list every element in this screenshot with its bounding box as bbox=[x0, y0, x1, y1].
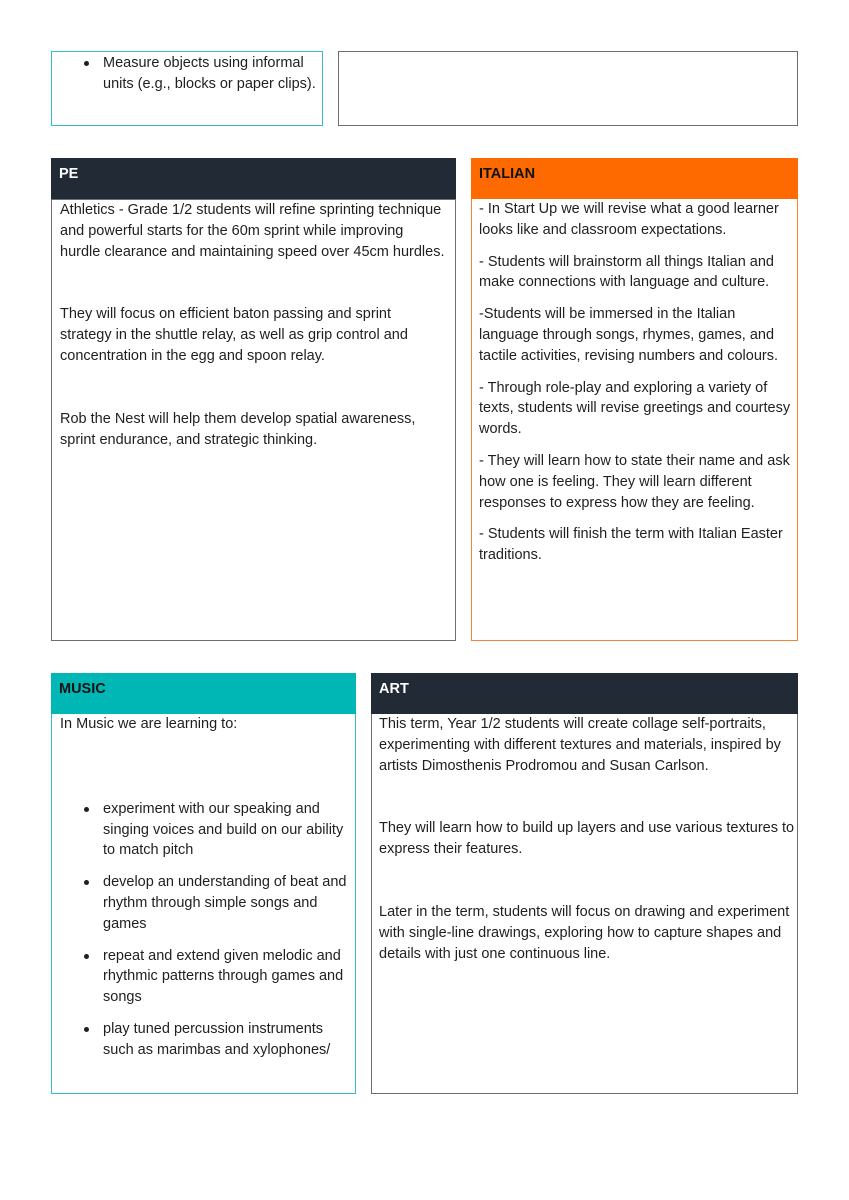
art-title: ART bbox=[379, 681, 409, 697]
list-item bbox=[52, 1019, 352, 1061]
music-bullet-list bbox=[52, 799, 352, 1061]
maths-continuation-box bbox=[51, 51, 323, 126]
art-paragraph: They will learn how to build up layers and use various textures to express their features. bbox=[379, 820, 795, 858]
list-item bbox=[52, 799, 352, 861]
music-box bbox=[51, 714, 356, 1094]
italian-paragraph: - Through role-play and exploring a variety of texts, students will revise greetings and courtesy words. bbox=[479, 379, 791, 438]
art-paragraph: Later in the term, students will focus on drawing and experiment with single-line drawings, exploring how to capture shapes and details with just one continuous line. bbox=[379, 903, 790, 962]
list-item bbox=[52, 53, 318, 95]
music-bullet-text: develop an understanding of beat and rhythm through simple songs and games bbox=[103, 874, 347, 932]
pe-paragraph: Athletics - Grade 1/2 students will refine sprinting technique and powerful starts for the 60m sprint while improving hurdle clearance and maintaining speed over 45cm hurdles. bbox=[60, 202, 445, 260]
list-item bbox=[52, 946, 352, 1008]
bullet-icon bbox=[84, 61, 89, 66]
music-title: MUSIC bbox=[59, 681, 106, 697]
music-intro: In Music we are learning to: bbox=[60, 716, 238, 732]
music-body bbox=[52, 714, 352, 1061]
music-bullet-text: repeat and extend given melodic and rhythmic patterns through games and songs bbox=[103, 947, 344, 1006]
italian-body bbox=[479, 199, 795, 566]
pe-paragraph: They will focus on efficient baton passing and sprint strategy in the shuttle relay, as well as grip control and concentration in the egg and spoon relay. bbox=[60, 306, 408, 364]
empty-box bbox=[338, 51, 798, 126]
pe-title: PE bbox=[59, 166, 79, 182]
italian-paragraph: -Students will be immersed in the Italian language through songs, rhymes, games, and tactile activities, revising numbers and colours. bbox=[479, 306, 778, 364]
art-header bbox=[371, 673, 798, 714]
music-header bbox=[51, 673, 356, 714]
maths-bullet-list bbox=[60, 53, 318, 95]
italian-header bbox=[471, 158, 798, 199]
bullet-icon bbox=[84, 954, 89, 959]
bullet-icon bbox=[84, 807, 89, 812]
italian-title: ITALIAN bbox=[479, 166, 536, 182]
music-bullet-text: play tuned percussion instruments such as marimbas and xylophones/ bbox=[103, 1020, 331, 1058]
bullet-icon bbox=[84, 1027, 89, 1032]
art-body bbox=[379, 714, 795, 964]
italian-paragraph: - In Start Up we will revise what a good learner looks like and classroom expectations. bbox=[479, 201, 779, 238]
pe-paragraph: Rob the Nest will help them develop spatial awareness, sprint endurance, and strategic thinking. bbox=[60, 410, 416, 448]
italian-paragraph: - Students will finish the term with Italian Easter traditions. bbox=[479, 526, 783, 564]
italian-paragraph: - Students will brainstorm all things Italian and make connections with language and culture. bbox=[479, 253, 774, 291]
pe-header bbox=[51, 158, 456, 199]
italian-paragraph: - They will learn how to state their name and ask how one is feeling. They will learn different responses to express how they are feeling. bbox=[479, 452, 790, 511]
art-box bbox=[371, 714, 798, 1094]
list-item bbox=[52, 872, 352, 934]
maths-bullet-text: Measure objects using informal units (e.g., blocks or paper clips). bbox=[103, 55, 316, 92]
music-bullet-text: experiment with our speaking and singing voices and build on our ability to match pitch bbox=[103, 800, 344, 859]
art-paragraph: This term, Year 1/2 students will create collage self-portraits, experimenting with different textures and materials, inspired by artists Dimosthenis Prodromou and Susan Carlson. bbox=[379, 716, 781, 774]
italian-box bbox=[471, 199, 798, 641]
bullet-icon bbox=[84, 880, 89, 885]
pe-body bbox=[60, 200, 445, 450]
pe-box bbox=[51, 199, 456, 641]
